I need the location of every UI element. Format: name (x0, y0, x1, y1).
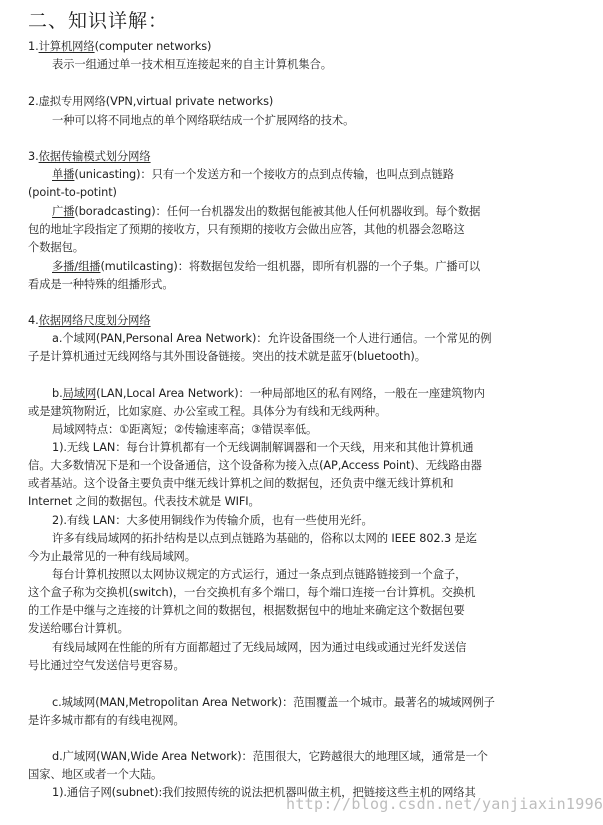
wlan-line-3: 或者基站。这个设备主要负责中继无线计算机之间的数据包，还负责中继无线计算机和 (28, 477, 454, 490)
multicast-line-2: 看成是一种特殊的组播形式。 (28, 278, 174, 291)
ethernet-line-1: 许多有线局域网的拓扑结构是以点到点链路为基础的，俗称以太网的 IEEE 802.3 是迄 (52, 532, 477, 545)
multicast-term: 多播/组播 (52, 260, 101, 273)
s4-title (28, 312, 534, 329)
lan-features: 局域网特点：①距离短；②传输速率高；③错误率低。 (52, 423, 318, 436)
lan-line-1 (52, 385, 534, 402)
switch-line-1: 每台计算机按照以太网协议规定的方式运行，通过一条点到点链路链接到一个盒子， (52, 568, 467, 581)
pan-line-1: a.个域网(PAN,Personal Area Network)：允许设备围绕一个人进行通信。一个常见的例 (52, 332, 492, 345)
switch-line-3: 的工作是中继与之连接的计算机之间的数据包，根据数据包中的地址来确定这个数据包要 (28, 604, 465, 617)
multicast-line (52, 258, 534, 275)
section-heading: 二、知识详解： (28, 10, 169, 32)
wlan-line-4: Internet 之间的数据包。代表技术就是 WIFI。 (28, 495, 260, 508)
broadcast-text: (boradcasting)：任何一台机器发出的数据包能被其他人任何机器收到。每个数据 (74, 205, 481, 218)
s3-title-term: 依据传输模式划分网络 (38, 150, 151, 163)
wan-line-1: d.广域网(WAN,Wide Area Network)：范围很大，它跨越很大的地理区域，通常是一个 (52, 750, 488, 763)
wired-lan-line: 2).有线 LAN：大多使用铜线作为传输介质，也有一些使用光纤。 (52, 514, 373, 527)
unicast-line-2: (point-to-potint) (28, 186, 117, 199)
man-line-2: 是许多城市都有的有线电视网。 (28, 714, 185, 727)
broadcast-line (52, 203, 534, 220)
s1-body: 表示一组通过单一技术相互连接起来的自主计算机集合。 (52, 58, 332, 71)
wan-line-2: 国家、地区或者一个大陆。 (28, 768, 163, 781)
s4-title-term: 依据网络尺度划分网络 (38, 314, 151, 327)
lan-text: (LAN,Local Area Network)：一种局部地区的私有网络，一般在一座建筑物内 (96, 387, 485, 400)
s3-title (28, 148, 534, 165)
man-line-1: c.城域网(MAN,Metropolitan Area Network)：范围覆盖一个城市。最著名的城域网例子 (52, 696, 495, 709)
s1-num: 1. (28, 40, 39, 53)
wlan-line-1: 1).无线 LAN：每台计算机都有一个无线调制解调器和一个天线，用来和其他计算机通 (52, 441, 474, 454)
broadcast-line-3: 个数据包。 (28, 241, 84, 254)
pan-line-2: 子是计算机通过无线网络与其外围设备链接。突出的技术就是蓝牙(bluetooth)。 (28, 350, 426, 363)
s1-title (28, 38, 534, 55)
multicast-text: (mutilcasting)：将数据包发给一组机器，即所有机器的一个子集。广播可以 (100, 260, 481, 273)
wlan-line-2: 信。大多数情况下是和一个设备通信，这个设备称为接入点(AP,Access Point)、无线路由器 (28, 459, 482, 472)
unicast-text: (unicasting)：只有一个发送方和一个接收方的点到点传输，也叫点到点链路 (74, 168, 454, 181)
unicast-line (52, 166, 534, 183)
lan-line-2: 或是建筑物附近，比如家庭、办公室或工程。具体分为有线和无线两种。 (28, 405, 387, 418)
s1-title-suffix: (computer networks) (94, 40, 212, 53)
broadcast-term: 广播 (52, 205, 75, 218)
lan-prefix: b. (52, 387, 63, 400)
performance-line-2: 号比通过空气发送信号更容易。 (28, 659, 185, 672)
s2-body: 一种可以将不同地点的单个网络联结成一个扩展网络的技术。 (52, 114, 355, 127)
watermark-url: http://blog.csdn.net/yanjiaxin1996 (286, 795, 603, 813)
ethernet-line-2: 今为止最常见的一种有线局域网。 (28, 550, 196, 563)
unicast-term: 单播 (52, 168, 75, 181)
switch-line-4: 发送给哪台计算机。 (28, 622, 129, 635)
subnet-line: 1).通信子网(subnet):我们按照传统的说法把机器叫做主机，把链接这些主机的网络其 (52, 786, 476, 799)
s2-title: 2.虚拟专用网络(VPN,virtual private networks) (28, 95, 274, 108)
broadcast-line-2: 包的地址字段指定了预期的接收方，只有预期的接收方会做出应答，其他的机器会忽略这 (28, 223, 465, 236)
switch-line-2: 这个盒子称为交换机(switch)，一台交换机有多个端口，每个端口连接一台计算机。交换机 (28, 586, 476, 599)
s1-title-term: 计算机网络 (38, 40, 95, 53)
performance-line-1: 有线局域网在性能的所有方面都超过了无线局域网，因为通过电线或通过光纤发送信 (52, 641, 467, 654)
s4-num: 4. (28, 314, 39, 327)
s3-num: 3. (28, 150, 39, 163)
lan-term: 局域网 (62, 387, 97, 400)
